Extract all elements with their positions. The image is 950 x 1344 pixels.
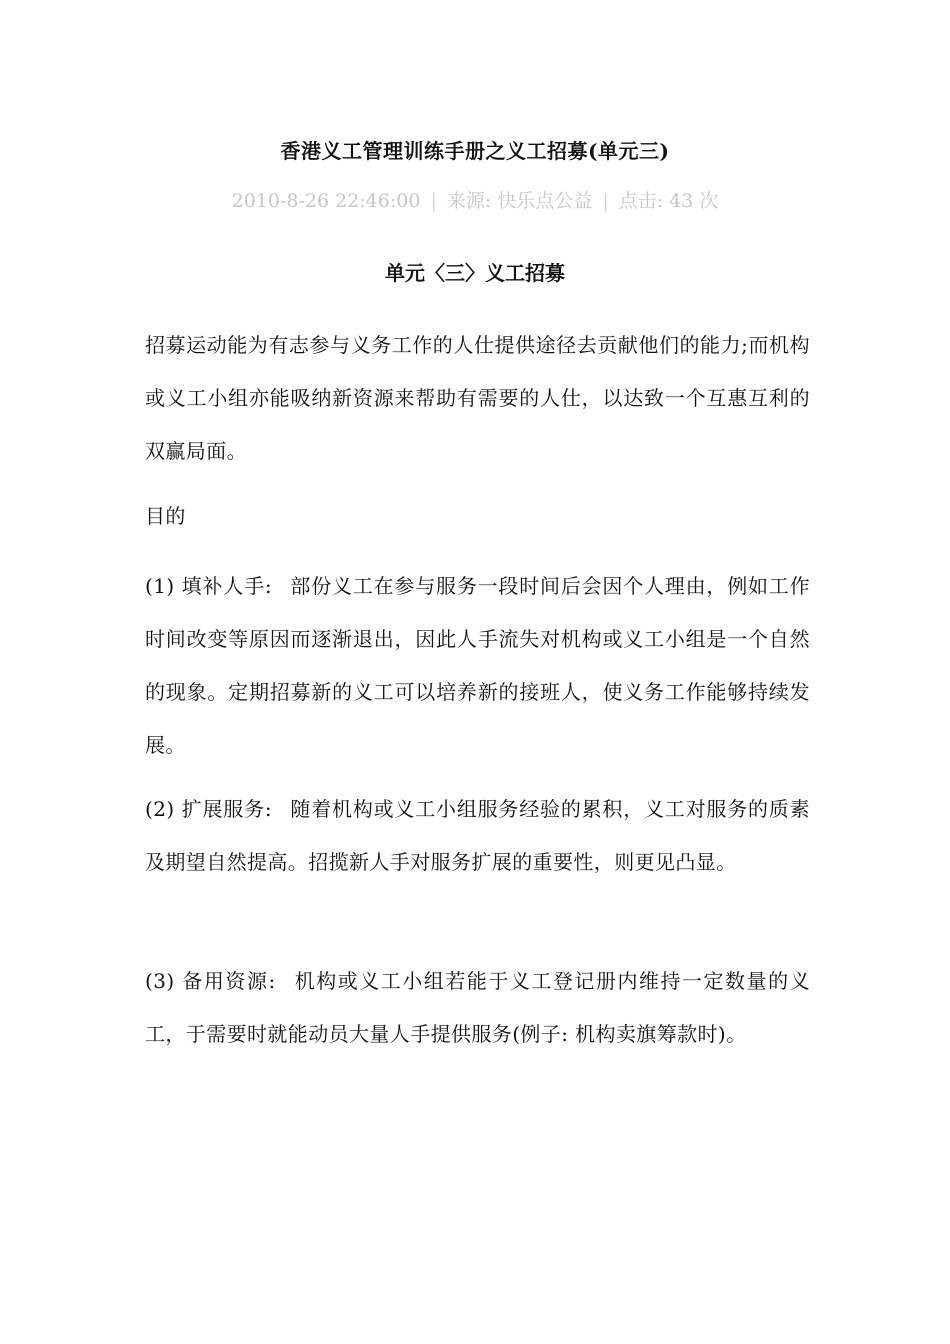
purpose-item-label: (1) 填补人手: [145, 574, 273, 598]
meta-hits: 点击: 43 次 [618, 190, 719, 212]
purpose-item-label: (2) 扩展服务: [145, 797, 273, 821]
purpose-item [145, 955, 810, 1061]
purpose-item-text: 部份义工在参与服务一段时间后会因个人理由，例如工作时间改变等原因而逐渐退出，因此人手流失对机构或义工小组是一个自然的现象。定期招募新的义工可以培养新的接班人，使义务工作能够持续发展。 [145, 574, 811, 757]
meta-datetime: 2010-8-26 22:46:00 [231, 190, 421, 212]
meta-separator: | [602, 190, 609, 212]
purpose-item [145, 560, 810, 772]
purpose-item [145, 783, 810, 889]
purpose-heading: 目的 [145, 504, 186, 528]
purpose-item-text: 随着机构或义工小组服务经验的累积，义工对服务的质素及期望自然提高。招揽新人手对服务扩展的重要性，则更见凸显。 [145, 797, 811, 874]
article-meta [0, 186, 950, 216]
section-heading: 单元〈三〉义工招募 [385, 261, 565, 285]
article-title: 香港义工管理训练手册之义工招募(单元三) [280, 139, 670, 163]
purpose-item-text: 机构或义工小组若能于义工登记册内维持一定数量的义工，于需要时就能动员大量人手提供服务(例子: 机构卖旗筹款时)。 [145, 969, 810, 1046]
purpose-item-label: (3) 备用资源: [145, 969, 276, 993]
intro-paragraph: 招募运动能为有志参与义务工作的人仕提供途径去贡献他们的能力;而机构或义工小组亦能吸纳新资源来帮助有需要的人仕，以达致一个互惠互利的双赢局面。 [145, 333, 810, 463]
meta-source: 来源: 快乐点公益 [446, 190, 593, 212]
meta-separator: | [430, 190, 437, 212]
